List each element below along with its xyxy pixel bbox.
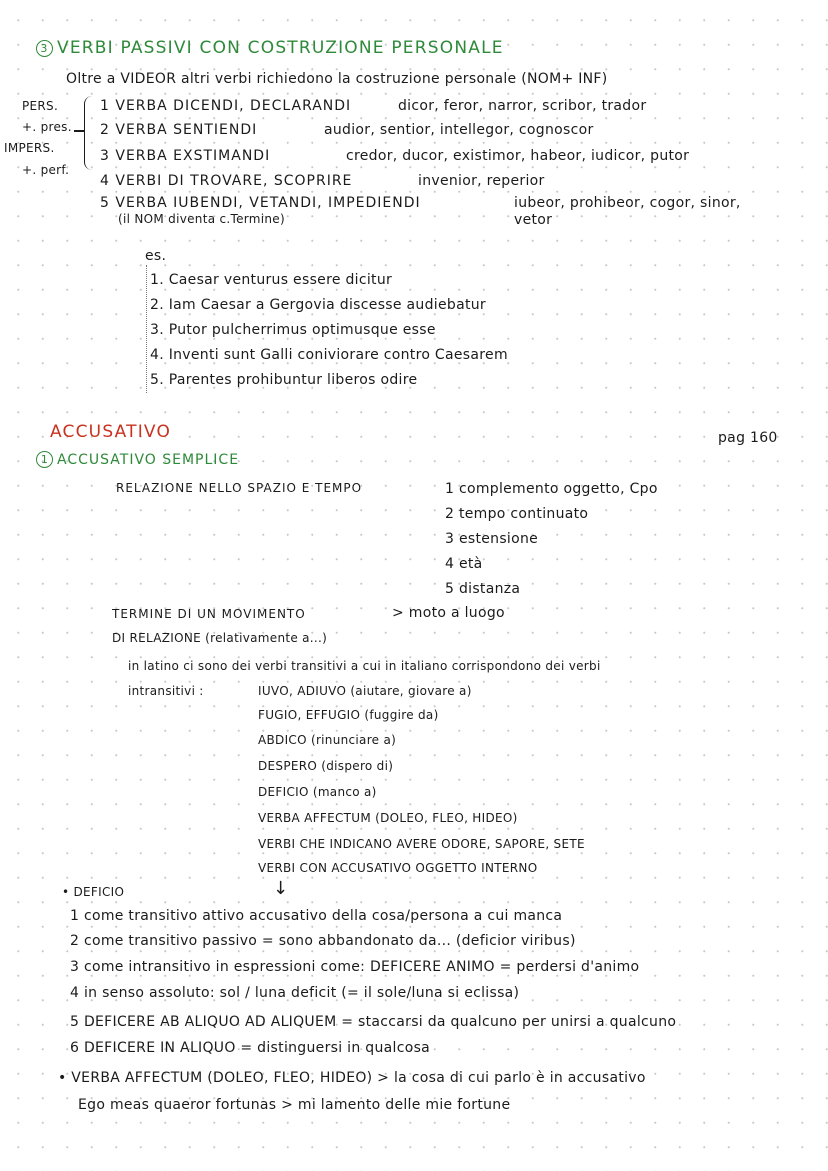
row-4-left: VERBI DI TROVARE, SCOPRIRE xyxy=(115,173,353,189)
affectum-line: • VERBA AFFECTUM (DOLEO, FLEO, HIDEO) > la cosa di cui parlo è in accusativo xyxy=(58,1070,646,1086)
example-5: 5. Parentes prohibuntur liberos odire xyxy=(150,372,418,388)
deficio-item-4: 4 in senso assoluto: sol / luna deficit (= il sole/luna si eclissa) xyxy=(70,985,520,1001)
brace xyxy=(84,96,95,170)
example-2: 2. Iam Caesar a Gergovia discesse audiebatur xyxy=(150,297,486,313)
side-label-pers: PERS. xyxy=(22,99,59,113)
termine-label: TERMINE DI UN MOVIMENTO xyxy=(112,607,306,621)
verb-8: VERBI CON ACCUSATIVO OGGETTO INTERNO xyxy=(258,861,538,875)
row-5-right-2: vetor xyxy=(514,212,553,228)
row-3-number: 3 xyxy=(100,148,110,164)
row-5-note: (il NOM diventa c.Termine) xyxy=(118,212,285,226)
example-sentence: Ego meas quaeror fortunas > mi lamento delle mie fortune xyxy=(78,1097,511,1113)
row-1-number: 1 xyxy=(100,98,110,114)
verb-4: DESPERO (dispero di) xyxy=(258,759,394,773)
intransitivi-label: intransitivi : xyxy=(128,684,204,698)
deficio-item-6: 6 DEFICERE IN ALIQUO = distinguersi in qualcosa xyxy=(70,1040,431,1056)
deficio-label: • DEFICIO xyxy=(62,885,125,899)
section1-title: VERBI PASSIVI CON COSTRUZIONE PERSONALE xyxy=(57,38,504,58)
page-reference: pag 160 xyxy=(718,430,778,446)
list-item-4: 4 età xyxy=(445,556,483,572)
section2-title: ACCUSATIVO xyxy=(50,422,172,442)
relazione-label: DI RELAZIONE (relativamente a...) xyxy=(112,631,328,645)
row-1-right: dicor, feror, narror, scribor, trador xyxy=(398,98,647,114)
row-1 xyxy=(100,98,351,115)
brace-tick xyxy=(74,130,84,132)
deficio-item-3: 3 come intransitivo in espressioni come: DEFICERE ANIMO = perdersi d'animo xyxy=(70,959,640,975)
row-3 xyxy=(100,148,270,165)
side-label-impers: IMPERS. xyxy=(4,141,55,155)
verb-6: VERBA AFFECTUM (DOLEO, FLEO, HIDEO) xyxy=(258,811,518,825)
row-4 xyxy=(100,173,352,190)
row-5-right: iubeor, prohibeor, cogor, sinor, xyxy=(514,195,741,211)
examples-margin-line xyxy=(146,265,148,393)
row-2-right: audior, sentior, intellegor, cognoscor xyxy=(324,122,594,138)
example-3: 3. Putor pulcherrimus optimusque esse xyxy=(150,322,436,338)
list-item-5: 5 distanza xyxy=(445,581,521,597)
row-5 xyxy=(100,195,421,212)
deficio-item-1: 1 come transitivo attivo accusativo della cosa/persona a cui manca xyxy=(70,908,563,924)
verb-7: VERBI CHE INDICANO AVERE ODORE, SAPORE, SETE xyxy=(258,837,585,851)
list-item-3: 3 estensione xyxy=(445,531,539,547)
section1-heading xyxy=(36,40,504,57)
section-number-badge: 3 xyxy=(36,40,53,57)
subsection-number-badge: 1 xyxy=(36,451,53,468)
verb-1: IUVO, ADIUVO (aiutare, giovare a) xyxy=(258,684,472,698)
termine-arrow-text: > moto a luogo xyxy=(392,605,505,621)
down-arrow-icon: ↓ xyxy=(273,878,289,899)
row-1-left: VERBA DICENDI, DECLARANDI xyxy=(115,98,352,114)
verb-3: ABDICO (rinunciare a) xyxy=(258,733,397,747)
row-3-left: VERBA EXSTIMANDI xyxy=(115,148,271,164)
section1-intro: Oltre a VIDEOR altri verbi richiedono la costruzione personale (NOM+ INF) xyxy=(66,71,608,87)
verb-2: FUGIO, EFFUGIO (fuggire da) xyxy=(258,708,439,722)
list-item-1: 1 complemento oggetto, Cpo xyxy=(445,481,658,497)
row-4-right: invenior, reperior xyxy=(418,173,545,189)
side-label-pres: +. pres. xyxy=(22,120,72,134)
transitivi-line: in latino ci sono dei verbi transitivi a cui in italiano corrispondono dei verbi xyxy=(128,659,601,673)
side-label-perf: +. perf. xyxy=(22,163,70,177)
deficio-item-5: 5 DEFICERE AB ALIQUO AD ALIQUEM = staccarsi da qualcuno per unirsi a qualcuno xyxy=(70,1014,677,1030)
example-4: 4. Inventi sunt Galli coniviorare contro Caesarem xyxy=(150,347,508,363)
subsection-title: ACCUSATIVO SEMPLICE xyxy=(57,452,240,468)
example-1: 1. Caesar venturus essere dicitur xyxy=(150,272,393,288)
row-4-number: 4 xyxy=(100,173,110,189)
examples-label: es. xyxy=(145,248,167,264)
row-5-left: VERBA IUBENDI, VETANDI, IMPEDIENDI xyxy=(115,195,421,211)
deficio-item-2: 2 come transitivo passivo = sono abbandonato da... (deficior viribus) xyxy=(70,933,576,949)
row-5-number: 5 xyxy=(100,195,110,211)
verb-5: DEFICIO (manco a) xyxy=(258,785,377,799)
row-3-right: credor, ducor, existimor, habeor, iudicor, putor xyxy=(346,148,690,164)
relation-label: RELAZIONE NELLO SPAZIO E TEMPO xyxy=(116,481,363,495)
row-2 xyxy=(100,122,257,139)
subsection-heading xyxy=(36,451,239,469)
row-2-left: VERBA SENTIENDI xyxy=(115,122,258,138)
row-2-number: 2 xyxy=(100,122,110,138)
list-item-2: 2 tempo continuato xyxy=(445,506,589,522)
